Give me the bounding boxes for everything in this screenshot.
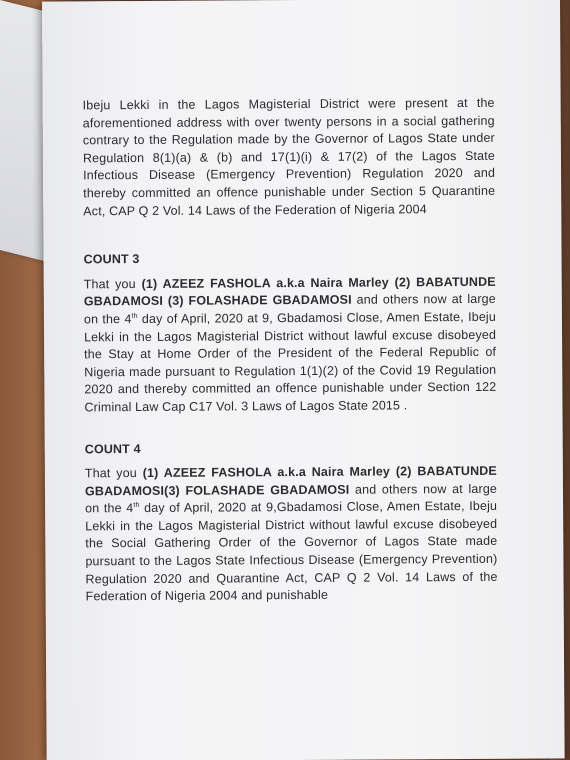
- intro-paragraph: Ibeju Lekki in the Lagos Magisterial District were present at the aforementioned address with over twenty persons in a social gathering contrary to the Regulation made by the Governor of Lagos State under Regulation 8(1)(a) & (b) and 17(1)(i) & 17(2) of the Lagos State Infectious Disease (Emergency Prevention) Regulation 2020 and thereby committed an offence punishable under Section 5 Quarantine Act, CAP Q 2 Vol. 14 Laws of the Federation of Nigeria 2004: [82, 95, 496, 218]
- count-3-accused-1: (1) AZEEZ FASHOLA a.k.a Naira Marley: [141, 275, 389, 291]
- count-3-accused-3: (3) FOLASHADE GBADAMOSI: [167, 293, 352, 309]
- document-body: [83, 95, 498, 606]
- count-3-lead: That you: [83, 276, 136, 292]
- count-4-accused-3: FOLASHADE GBADAMOSI: [185, 482, 350, 498]
- count-3-heading: COUNT 3: [83, 252, 140, 267]
- count-3-ordinal-suffix: th: [131, 312, 138, 320]
- count-3-paragraph: [84, 274, 497, 417]
- count-4-paragraph: [85, 463, 498, 606]
- count-4-lead: That you: [84, 466, 137, 481]
- count-4-text-a: and others now at large on the 4: [85, 481, 498, 516]
- count-4-accused-1: (1) AZEEZ FASHOLA a.k.a Naira Marley: [142, 464, 391, 481]
- count-3-text-a: and others now at large on the 4: [83, 292, 496, 327]
- count-4-ordinal-suffix: th: [133, 502, 140, 510]
- count-4-accused-2: (2) BABATUNDE GBADAMOSI(3): [84, 463, 497, 499]
- count-4-heading: COUNT 4: [84, 441, 141, 456]
- count-3-text-b: day of April, 2020 at 9, Gbadamosi Close, Amen Estate, Ibeju Lekki in the Lagos Magisterial District without lawful excuse disobeyed the Stay at Home Order of the President of the Federal Republic of Nigeria made pursuant to Regulation 1(1)(2) of the Covid 19 Regulation 2020 and thereby committed an offence punishable under Section 122 Criminal Law Cap C17 Vol. 3 Laws of Lagos State 2015 .: [84, 309, 497, 415]
- document-page: [42, 0, 565, 760]
- count-3-accused-2: (2) BABATUNDE GBADAMOSI: [83, 274, 496, 309]
- count-4-text-b: day of April, 2020 at 9,Gbadamosi Close, Amen Estate, Ibeju Lekki in the Lagos Magisterial District without lawful excuse disobeyed the Social Gathering Order of the Governor of Lagos State made pursuant to the Lagos State Infectious Disease (Emergency Prevention) Regulation 2020 and Quarantine Act, CAP Q 2 Vol. 14 Laws of the Federation of Nigeria 2004 and punishable: [85, 499, 498, 604]
